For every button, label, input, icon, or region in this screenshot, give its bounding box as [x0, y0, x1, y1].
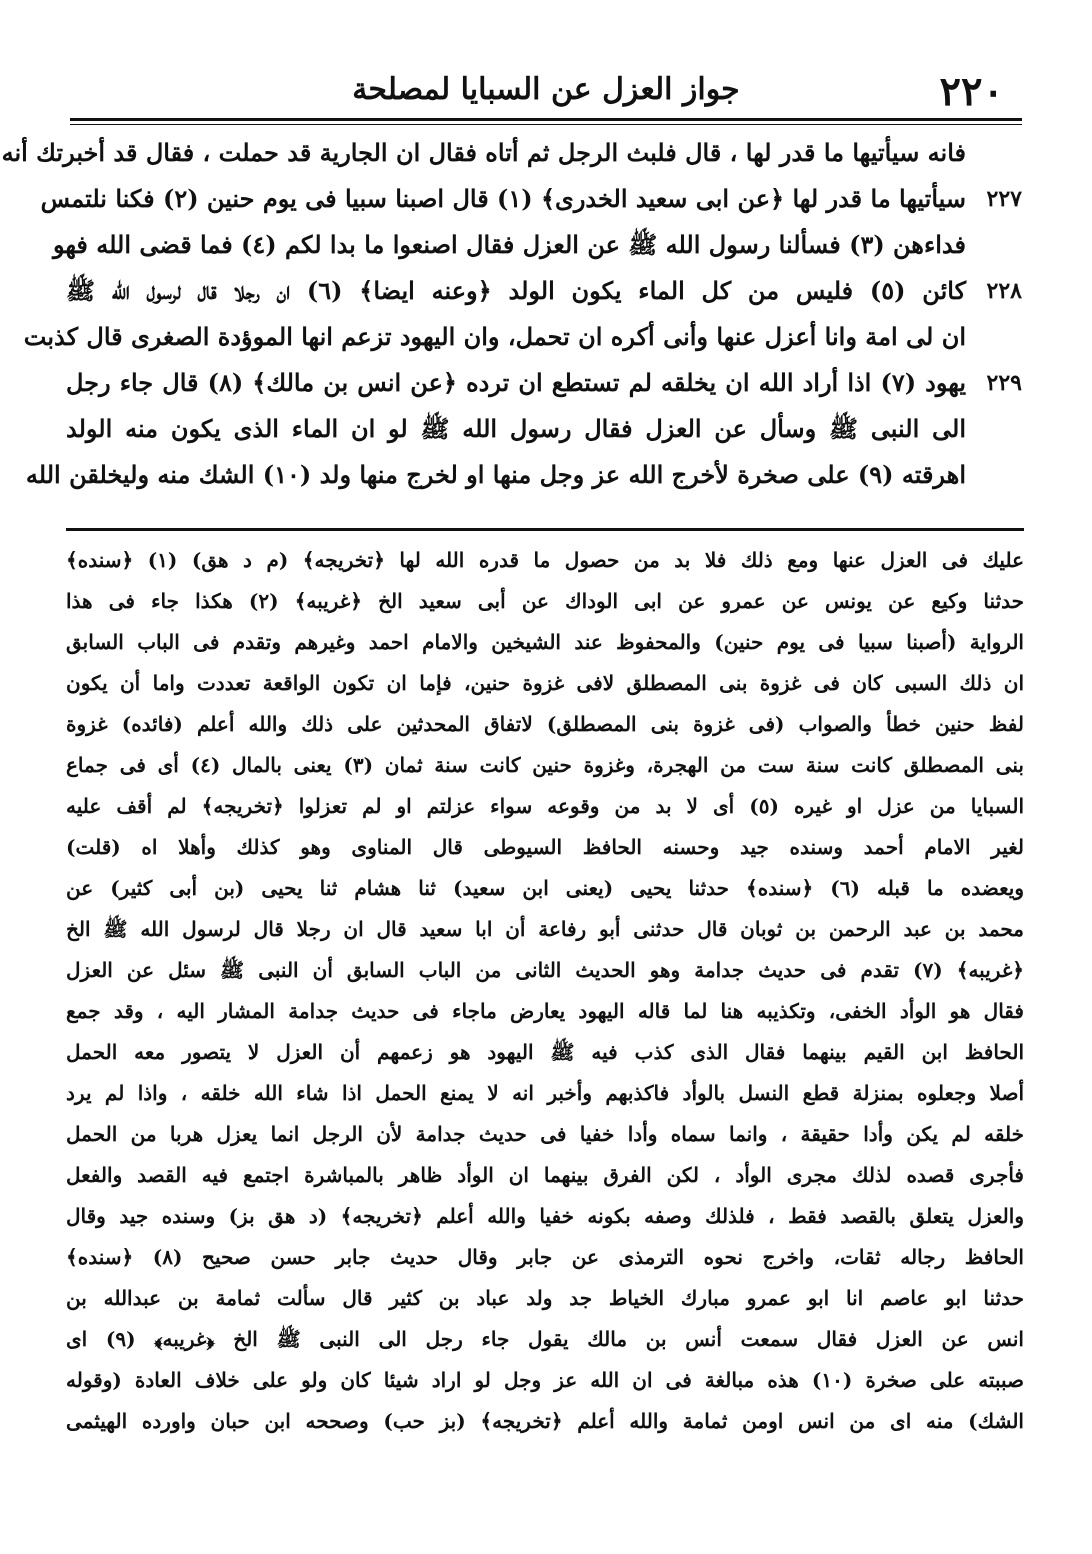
footnote-line: حدثنا وكيع عن يونس عن عمرو عن ابى الوداك عن أبى سعيد الخ ﴿غريبه﴾ (٢) هكذا جاء فى هذا — [66, 589, 1024, 613]
footnote-line: لفظ حنين خطأ والصواب (فى غزوة بنى المصطلق) لاتفاق المحدثين على ذلك والله أعلم (فائده) غزوة — [66, 712, 1024, 736]
running-title: جواز العزل عن السبايا لمصلحة — [352, 72, 740, 107]
footnote-separator — [66, 528, 1024, 531]
main-text-line: سيأتيها ما قدر لها ﴿عن ابى سعيد الخدرى﴾ (١) قال اصبنا سبيا فى يوم حنين (٢) فكنا نلتمس — [40, 184, 966, 213]
hadith-number: ٢٢٩ — [986, 370, 1022, 396]
footnote-line: ﴿غريبه﴾ (٧) تقدم فى حديث جدامة وهو الحديث الثانى من الباب السابق أن النبى ﷺ سئل عن العزل — [66, 958, 1024, 982]
footnote-line: والعزل يتعلق بالقصد فقط ، فلذلك وصفه بكونه خفيا والله أعلم ﴿تخريجه﴾ (د هق بز) وسنده جيد وقال — [66, 1204, 1024, 1228]
hadith-number: ٢٢٧ — [986, 186, 1022, 212]
footnote-line: الشك) منه اى من انس اومن ثمامة والله أعلم ﴿تخريجه﴾ (بز حب) وصححه ابن حبان واورده الهيثمى — [66, 1409, 1024, 1433]
page-number: ٢٢٠ — [939, 68, 1004, 115]
footnotes-block — [66, 540, 1024, 1442]
footnote-line: لغير الامام أحمد وسنده جيد وحسنه الحافظ السيوطى قال المناوى وهو كذلك وأهلا اه (قلت) — [66, 835, 1024, 859]
main-text-line: يهود (٧) اذا أراد الله ان يخلقه لم تستطع ان ترده ﴿عن انس بن مالك﴾ (٨) قال جاء رجل — [66, 368, 966, 397]
main-text-line: فانه سيأتيها ما قدر لها ، قال فلبث الرجل ثم أتاه فقال ان الجارية قد حملت ، فقال قد أخبرتك أنه — [1, 138, 966, 167]
footnote-line: ان ذلك السبى كان فى غزوة بنى المصطلق لافى غزوة حنين، فإما ان تكون الواقعة تعددت واما أن يكون — [66, 671, 1025, 695]
hadith-number: ٢٢٨ — [986, 278, 1022, 304]
footnote-line: الرواية (أصبنا سبيا فى يوم حنين) والمحفوظ عند الشيخين والامام احمد وغيرهم وتقدم فى الباب السابق — [66, 630, 1024, 654]
footnote-line: حدثنا ابو عاصم انا ابو عمرو مبارك الخياط جد ولد عباد بن كثير قال سألت ثمامة بن عبدالله بن — [66, 1286, 1024, 1310]
header-rule-thin — [70, 124, 1022, 125]
footnote-line: أصلا وجعلوه بمنزلة قطع النسل بالوأد فاكذبهم وأخبر انه لا يمنع الحمل اذا شاء الله خلقه ، واذا لم يرد — [66, 1081, 1024, 1105]
main-text-line: كائن (٥) فليس من كل الماء يكون الولد ﴿وعنه ايضا﴾ (٦) ان رجلا قال لرسول الله ﷺ — [66, 276, 966, 305]
main-text-line: الى النبى ﷺ وسأل عن العزل فقال رسول الله ﷺ لو ان الماء الذى يكون منه الولد — [66, 414, 966, 443]
footnote-line: ويعضده ما قبله (٦) ﴿سنده﴾ حدثنا يحيى (يعنى ابن سعيد) ثنا هشام ثنا يحيى (بن أبى كثير) عن — [66, 876, 1024, 900]
footnote-line: خلقه لم يكن وأدا حقيقة ، وانما سماه وأدا خفيا فى حديث جدامة لأن الرجل انما يعزل هربا من الحمل — [66, 1122, 1024, 1146]
main-text-line: ان لى امة وانا أعزل عنها وأنى أكره ان تحمل، وان اليهود تزعم انها الموؤدة الصغرى قال كذبت — [23, 322, 966, 351]
footnote-line: الحافظ ابن القيم بينهما فقال الذى كذب فيه ﷺ اليهود هو زعمهم أن العزل لا يتصور معه الحمل — [66, 1040, 1024, 1064]
footnote-line: الحافظ رجاله ثقات، واخرج نحوه الترمذى عن جابر وقال حديث جابر حسن صحيح (٨) ﴿سنده﴾ — [66, 1245, 1024, 1269]
header-rule — [70, 118, 1022, 121]
footnote-line: السبايا من عزل او غيره (٥) أى لا بد من وقوعه سواء عزلتم او لم تعزلوا ﴿تخريجه﴾ لم أقف عليه — [66, 794, 1025, 818]
footnote-line: صببته على صخرة (١٠) هذه مبالغة فى ان الله عز وجل لو اراد شيئا كان ولو على خلاف العادة (وقوله — [66, 1368, 1025, 1392]
footnote-line: بنى المصطلق كانت سنة ست من الهجرة، وغزوة حنين كانت سنة ثمان (٣) يعنى بالمال (٤) أى فى جماع — [66, 753, 1024, 777]
footnote-line: عليك فى العزل عنها ومع ذلك فلا بد من حصول ما قدره الله لها ﴿تخريجه﴾ (م د هق) (١) ﴿سنده﴾ — [66, 548, 1025, 572]
footnote-line: محمد بن عبد الرحمن بن ثوبان قال حدثنى أبو رفاعة أن ابا سعيد قال ان رجلا قال لرسول الله ﷺ الخ — [66, 917, 1025, 941]
main-text-block — [1, 130, 966, 498]
main-text-line: فداءهن (٣) فسألنا رسول الله ﷺ عن العزل فقال اصنعوا ما بدا لكم (٤) فما قضى الله فهو — [52, 230, 966, 259]
footnote-line: فقال هو الوأد الخفى، وتكذيبه هنا لما قاله اليهود يعارض ماجاء فى حديث جدامة المشار اليه ، وقد جمع — [66, 999, 1024, 1023]
footnote-line: انس عن العزل فقال سمعت أنس بن مالك يقول جاء رجل الى النبى ﷺ الخ ﴿غريبه﴾ (٩) اى — [66, 1327, 1024, 1351]
footnote-line: فأجرى قصده لذلك مجرى الوأد ، لكن الفرق بينهما ان الوأد ظاهر بالمباشرة اجتمع فيه القصد والفعل — [66, 1163, 1024, 1187]
main-text-line: اهرقته (٩) على صخرة لأخرج الله عز وجل منها او لخرج منها ولد (١٠) الشك منه وليخلقن الله — [25, 460, 966, 489]
page-header — [70, 62, 1022, 122]
